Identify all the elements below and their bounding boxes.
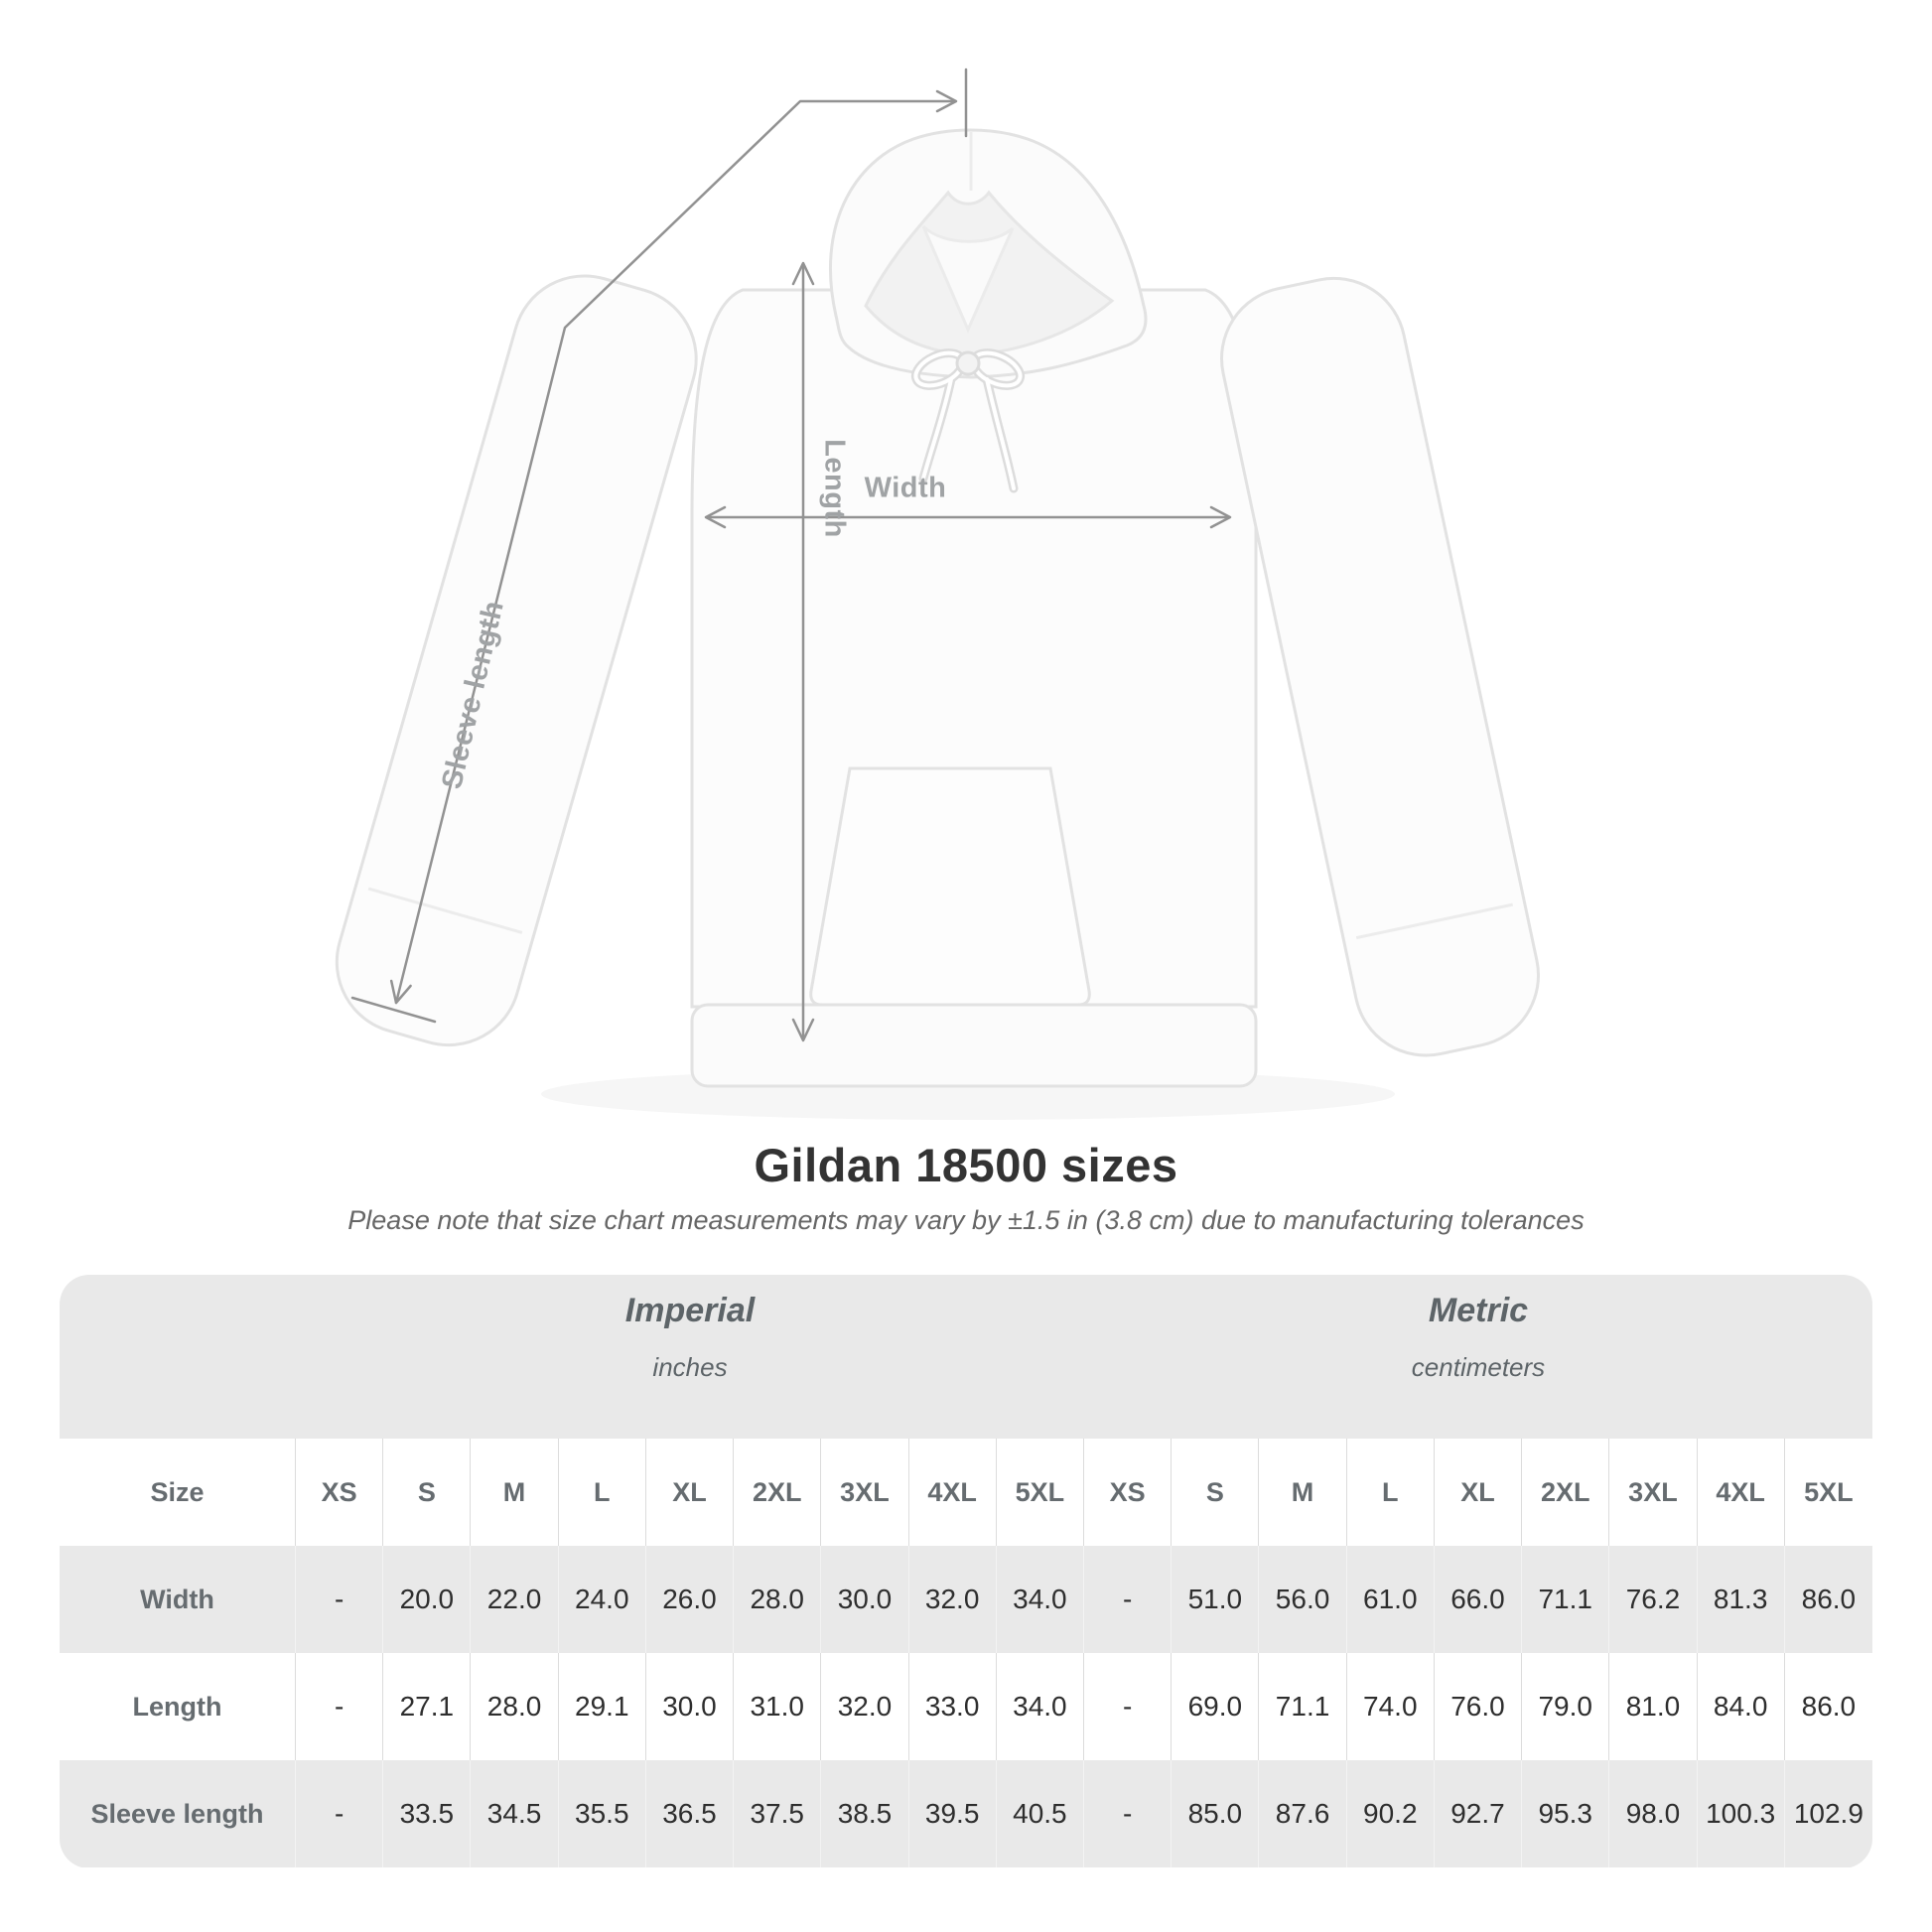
measurement-cell: 32.0	[821, 1653, 908, 1760]
measurement-cell: 30.0	[821, 1546, 908, 1653]
measurement-row	[60, 1760, 1872, 1867]
unit-header-band	[60, 1275, 1872, 1439]
size-column-header: S	[383, 1439, 471, 1546]
measurement-cell: 76.2	[1609, 1546, 1697, 1653]
measurement-cell: 29.1	[559, 1653, 646, 1760]
measurement-cell: 84.0	[1698, 1653, 1785, 1760]
measurement-cell: -	[1084, 1546, 1172, 1653]
measurement-cell: 40.5	[997, 1760, 1084, 1867]
measurement-cell: 38.5	[821, 1760, 908, 1867]
measurement-cell: 34.0	[997, 1653, 1084, 1760]
measurement-cell: 24.0	[559, 1546, 646, 1653]
width-label: Width	[864, 472, 947, 504]
measurement-cell: 74.0	[1347, 1653, 1435, 1760]
metric-unit-label: centimeters	[1411, 1351, 1546, 1382]
measurement-cell: 32.0	[909, 1546, 997, 1653]
measurement-row	[60, 1653, 1872, 1760]
row-label: Sleeve length	[60, 1760, 296, 1867]
measurement-cell: 92.7	[1435, 1760, 1522, 1867]
measurement-cell: 31.0	[734, 1653, 821, 1760]
row-label: Width	[60, 1546, 296, 1653]
length-arrow	[793, 263, 813, 1040]
size-column-header: 3XL	[1609, 1439, 1697, 1546]
measurement-cell: 39.5	[909, 1760, 997, 1867]
imperial-unit-label: inches	[652, 1351, 728, 1382]
measurement-cell: 90.2	[1347, 1760, 1435, 1867]
measurement-cell: 81.3	[1698, 1546, 1785, 1653]
measurement-cell: 102.9	[1793, 1798, 1863, 1829]
width-arrow	[706, 507, 1230, 527]
size-column-header: 4XL	[1698, 1439, 1785, 1546]
size-column-header: 4XL	[909, 1439, 997, 1546]
tolerance-note: Please note that size chart measurements may vary by ±1.5 in (3.8 cm) due to manufacturing tolerances	[347, 1205, 1585, 1235]
size-column-header: 5XL	[997, 1439, 1084, 1546]
size-header-row	[60, 1439, 1872, 1546]
measurement-cell: 87.6	[1259, 1760, 1346, 1867]
measurement-cell: -	[296, 1546, 383, 1653]
size-column-header: L	[1347, 1439, 1435, 1546]
size-column-header: XL	[1435, 1439, 1522, 1546]
length-label: Length	[818, 439, 851, 538]
measurement-cell: -	[296, 1653, 383, 1760]
measurement-cell: -	[296, 1760, 383, 1867]
measurement-cell: 76.0	[1435, 1653, 1522, 1760]
metric-header	[1084, 1275, 1872, 1439]
sleeve-length-arrow	[352, 69, 966, 1022]
size-column-header: S	[1172, 1439, 1259, 1546]
measurement-cell: 71.1	[1522, 1546, 1609, 1653]
measurement-cell: -	[1084, 1653, 1172, 1760]
size-column-header: L	[559, 1439, 646, 1546]
measurement-cell: 37.5	[734, 1760, 821, 1867]
measurement-cell: 86.0	[1801, 1584, 1857, 1614]
measurement-cell: 22.0	[471, 1546, 558, 1653]
size-column-header: XL	[646, 1439, 734, 1546]
size-column-header: XS	[1084, 1439, 1172, 1546]
measurement-row	[60, 1546, 1872, 1653]
row-label: Length	[60, 1653, 296, 1760]
measurement-cell: -	[1084, 1760, 1172, 1867]
measurement-cell: 34.0	[997, 1546, 1084, 1653]
measurement-cell: 33.5	[383, 1760, 471, 1867]
measurement-cell: 28.0	[734, 1546, 821, 1653]
size-column-header: M	[471, 1439, 558, 1546]
measurement-cell: 30.0	[646, 1653, 734, 1760]
measurement-cell: 81.0	[1609, 1653, 1697, 1760]
measurement-cell: 69.0	[1172, 1653, 1259, 1760]
measurement-cell: 100.3	[1698, 1760, 1785, 1867]
imperial-label: Imperial	[624, 1291, 756, 1329]
size-column-title: Size	[60, 1439, 296, 1546]
table-rows	[60, 1546, 1872, 1867]
measurement-cell: 28.0	[471, 1653, 558, 1760]
size-column-header: 3XL	[821, 1439, 908, 1546]
measurement-cell: 71.1	[1259, 1653, 1346, 1760]
measurement-cell: 85.0	[1172, 1760, 1259, 1867]
imperial-header	[296, 1275, 1084, 1439]
page-title: Gildan 18500 sizes	[754, 1139, 1178, 1191]
measurement-cell: 51.0	[1172, 1546, 1259, 1653]
measurement-cell: 66.0	[1435, 1546, 1522, 1653]
measurement-cell: 33.0	[909, 1653, 997, 1760]
size-column-header: XS	[296, 1439, 383, 1546]
measurement-cell: 34.5	[471, 1760, 558, 1867]
measurement-cell: 36.5	[646, 1760, 734, 1867]
unit-band-spacer	[60, 1275, 296, 1439]
measurement-cell: 61.0	[1347, 1546, 1435, 1653]
measurement-cell: 26.0	[646, 1546, 734, 1653]
measurement-cell: 56.0	[1259, 1546, 1346, 1653]
measurement-cell: 79.0	[1522, 1653, 1609, 1760]
sleeve-length-label: Sleeve length	[436, 598, 510, 792]
measurement-cell: 35.5	[559, 1760, 646, 1867]
size-column-header: 5XL	[1804, 1476, 1854, 1507]
measurement-cell: 20.0	[383, 1546, 471, 1653]
metric-label: Metric	[1428, 1291, 1529, 1329]
measurement-cell: 98.0	[1609, 1760, 1697, 1867]
measurement-cell: 95.3	[1522, 1760, 1609, 1867]
size-column-header: 2XL	[734, 1439, 821, 1546]
measurement-cell: 27.1	[383, 1653, 471, 1760]
size-column-header: 2XL	[1522, 1439, 1609, 1546]
size-column-header: M	[1259, 1439, 1346, 1546]
size-table	[60, 1275, 1872, 1868]
measurement-cell: 86.0	[1801, 1691, 1857, 1722]
